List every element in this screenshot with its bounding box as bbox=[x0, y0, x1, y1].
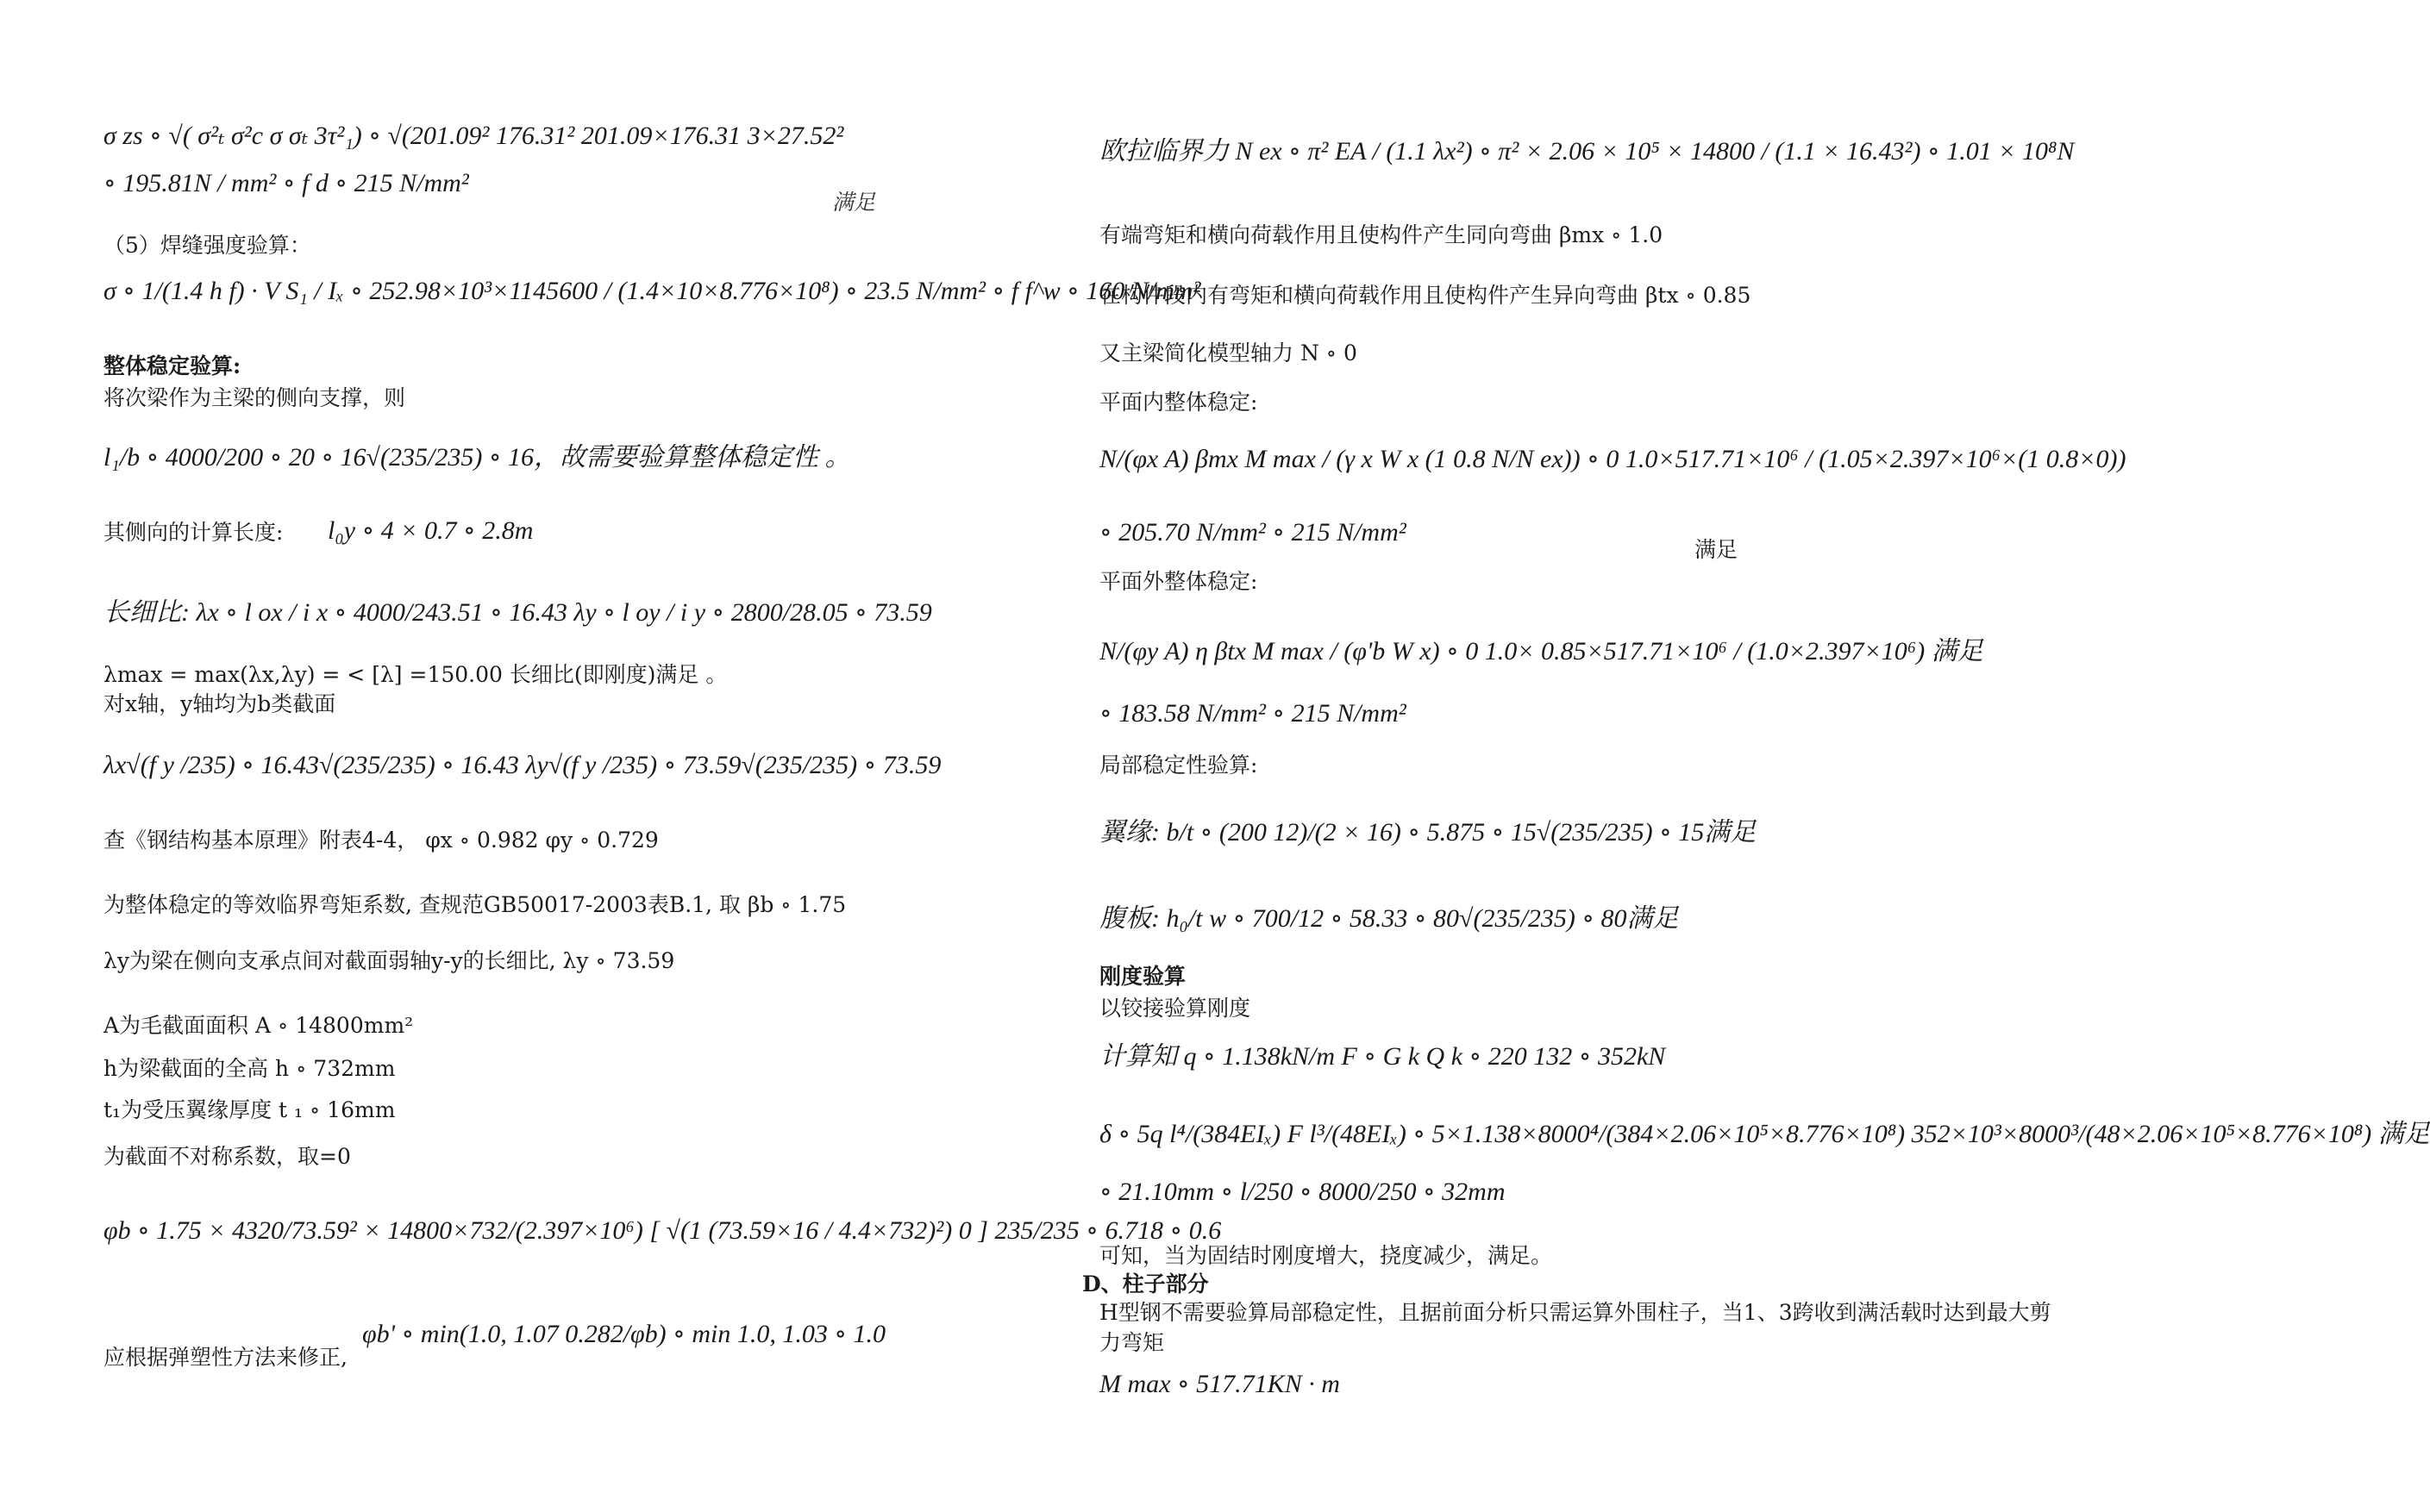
web-check-equation: 腹板: h₀/t w ∘ 700/12 ∘ 58.33 ∘ 80√(235/235) ∘ 80满足 bbox=[1099, 904, 1679, 933]
equivalent-moment-coefficient-line: 为整体稳定的等效临界弯矩系数, 查规范GB50017-2003表B.1, 取 βb ∘ 1.75 bbox=[103, 892, 847, 917]
max-slenderness-line: λmax = max(λx,λy) = < [λ] =150.00 长细比(即刚度)满足 。 bbox=[103, 662, 728, 687]
gross-area-line: A为毛截面面积 A ∘ 14800mm² bbox=[103, 1013, 414, 1038]
column-description-line1: H型钢不需要验算局部稳定性，且据前面分析只需运算外围柱子，当1、3跨收到满活载时达到最大剪 bbox=[1099, 1300, 2051, 1325]
out-of-plane-stability-heading: 平面外整体稳定: bbox=[1099, 569, 1258, 594]
in-plane-stability-result: ∘ 205.70 N/mm² ∘ 215 N/mm² bbox=[1099, 518, 1406, 547]
local-stability-heading: 局部稳定性验算: bbox=[1099, 753, 1258, 778]
in-plane-stability-equation: N/(φx A) βmx M max / (γ x W x (1 0.8 N/N ex)) ∘ 0 1.0×517.71×10⁶ / (1.05×2.397×10⁶×(1 0.8×0)) bbox=[1099, 445, 2126, 473]
in-plane-satisfied-note: 满足 bbox=[1694, 537, 1738, 562]
corrected-phi-b-equation: φb' ∘ min(1.0, 1.07 0.282/φb) ∘ min 1.0, 1.03 ∘ 1.0 bbox=[362, 1320, 886, 1348]
lateral-support-text: 将次梁作为主梁的侧向支撑，则 bbox=[103, 385, 406, 410]
flange-check-equation: 翼缘: b/t ∘ (200 12)/(2 × 16) ∘ 5.875 ∘ 15√(235/235) ∘ 15满足 bbox=[1099, 818, 1757, 847]
deflection-result: ∘ 21.10mm ∘ l/250 ∘ 8000/250 ∘ 32mm bbox=[1099, 1178, 1506, 1206]
out-of-plane-stability-equation: N/(φy A) η βtx M max / (φ'b W x) ∘ 0 1.0× 0.85×517.71×10⁶ / (1.0×2.397×10⁶) 满足 bbox=[1099, 637, 1983, 665]
deflection-equation: δ ∘ 5q l⁴/(384EIₓ) F l³/(48EIₓ) ∘ 5×1.138×8000⁴/(384×2.06×10⁵×8.776×10⁸) 352×10³×8000³/(48×2.06×10⁵×8.776×10⁸) 满足 bbox=[1099, 1120, 2430, 1148]
effective-length-label: 其侧向的计算长度: bbox=[103, 520, 284, 545]
max-moment-line: M max ∘ 517.71KN · m bbox=[1099, 1370, 1340, 1398]
phi-b-equation: φb ∘ 1.75 × 4320/73.59² × 14800×732/(2.397×10⁶) [ √(1 (73.59×16 / 4.4×732)²) 0 ] 235/235 ∘ 6.718 ∘ 0.6 bbox=[103, 1216, 1222, 1245]
stiffness-check-heading: 刚度验算 bbox=[1099, 964, 1187, 989]
in-plane-stability-heading: 平面内整体稳定: bbox=[1099, 390, 1258, 415]
stress-equation-line2: ∘ 195.81N / mm² ∘ f d ∘ 215 N/mm² bbox=[103, 169, 469, 197]
stiffness-method-line: 以铰接验算刚度 bbox=[1099, 996, 1251, 1021]
beta-tx-line: 在构件段内有弯矩和横向荷载作用且使构件产生异向弯曲 βtx ∘ 0.85 bbox=[1099, 283, 1751, 308]
stress-equation-line1: σ zs ∘ √( σ²ₜ σ²c σ σₜ 3τ²₁) ∘ √(201.09² 176.31² 201.09×176.31 3×27.52² bbox=[103, 122, 844, 150]
beta-mx-line: 有端弯矩和横向荷载作用且使构件产生同向弯曲 βmx ∘ 1.0 bbox=[1099, 222, 1663, 247]
section-height-line: h为梁截面的全高 h ∘ 732mm bbox=[103, 1056, 396, 1081]
stability-coefficient-line: 查《钢结构基本原理》附表4-4， φx ∘ 0.982 φy ∘ 0.729 bbox=[103, 828, 659, 853]
weld-check-heading: （5）焊缝强度验算： bbox=[103, 233, 311, 258]
section-class-line: 对x轴，y轴均为b类截面 bbox=[103, 691, 336, 716]
weld-stress-equation: σ ∘ 1/(1.4 h f) · V S₁ / Iₓ ∘ 252.98×10³×1145600 / (1.4×10×8.776×10⁸) ∘ 23.5 N/mm² ∘ f f^w ∘ 160 N/mm² bbox=[103, 277, 1201, 305]
lateral-slenderness-line: λy为梁在侧向支承点间对截面弱轴y-y的长细比, λy ∘ 73.59 bbox=[103, 948, 675, 973]
flange-thickness-line: t₁为受压翼缘厚度 t ₁ ∘ 16mm bbox=[103, 1097, 396, 1122]
elastoplastic-correction-label: 应根据弹塑性方法来修正, bbox=[103, 1345, 348, 1370]
column-section-heading: D、柱子部分 bbox=[1082, 1271, 1209, 1296]
conclusion-line: 可知，当为固结时刚度增大，挠度减少，满足。 bbox=[1099, 1243, 1553, 1268]
effective-length-equation: l₀y ∘ 4 × 0.7 ∘ 2.8m bbox=[328, 516, 534, 545]
euler-critical-force-equation: 欧拉临界力 N ex ∘ π² EA / (1.1 λx²) ∘ π² × 2.06 × 10⁵ × 14800 / (1.1 × 16.43²) ∘ 1.01 × 10⁸N bbox=[1099, 137, 2075, 166]
out-of-plane-stability-result: ∘ 183.58 N/mm² ∘ 215 N/mm² bbox=[1099, 699, 1406, 728]
axial-force-line: 又主梁简化模型轴力 N ∘ 0 bbox=[1099, 341, 1357, 366]
asymmetry-coefficient-line: 为截面不对称系数，取=0 bbox=[103, 1144, 351, 1169]
overall-stability-heading: 整体稳定验算: bbox=[103, 353, 241, 378]
width-ratio-equation: l₁/b ∘ 4000/200 ∘ 20 ∘ 16√(235/235) ∘ 16，故需要验算整体稳定性 。 bbox=[103, 443, 851, 472]
normalized-slenderness-equation: λx√(f y /235) ∘ 16.43√(235/235) ∘ 16.43 λy√(f y /235) ∘ 73.59√(235/235) ∘ 73.59 bbox=[103, 751, 942, 779]
satisfied-note: 满足 bbox=[832, 190, 876, 215]
column-description-line2: 力弯矩 bbox=[1099, 1330, 1165, 1355]
slenderness-equation: 长细比: λx ∘ l ox / i x ∘ 4000/243.51 ∘ 16.43 λy ∘ l oy / i y ∘ 2800/28.05 ∘ 73.59 bbox=[103, 598, 932, 627]
load-values-line: 计算知 q ∘ 1.138kN/m F ∘ G k Q k ∘ 220 132 ∘ 352kN bbox=[1099, 1042, 1666, 1071]
